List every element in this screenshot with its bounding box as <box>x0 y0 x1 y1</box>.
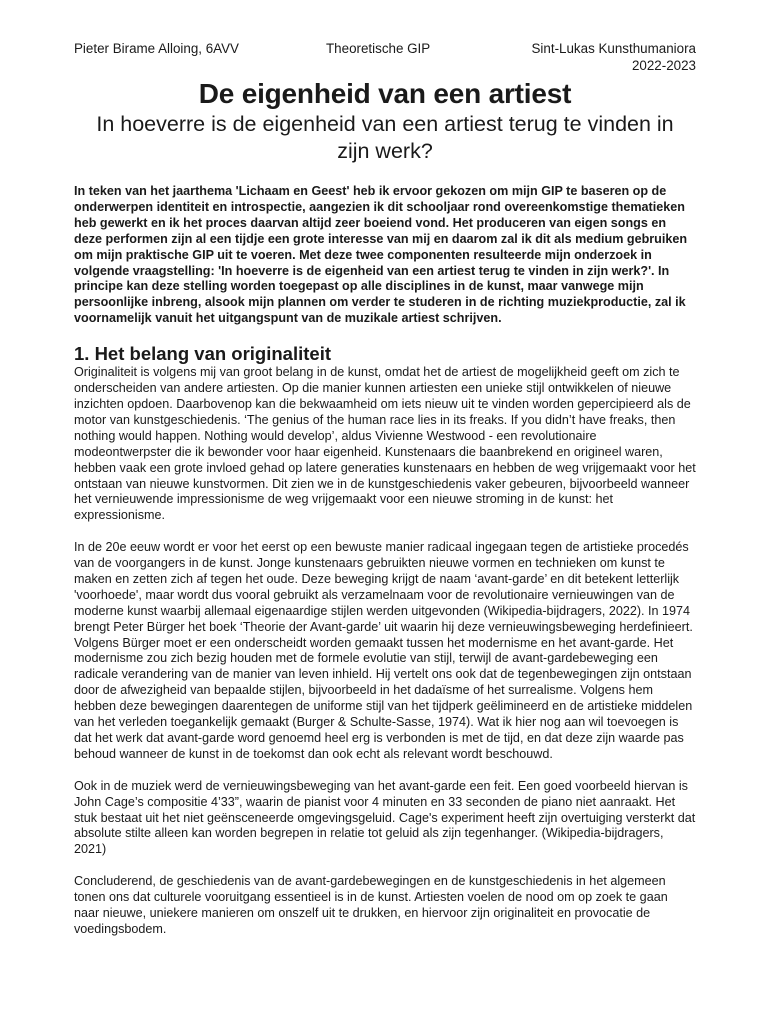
section-heading: 1. Het belang van originaliteit <box>74 343 331 365</box>
header-school: Sint-Lukas Kunsthumaniora <box>531 41 696 56</box>
paragraph-music: Ook in de muziek werd de vernieuwingsbeweging van het avant-garde een feit. Een goed voorbeeld hiervan is John Cage’s compositie 4’33”, waarin de pianist voor 4 minuten en 33 seconden de piano niet aanraakt. Het stuk bestaat uit het niet geënsceneerde omgevingsgeluid. Cage's experiment heeft zijn overtuiging versterkt dat absolute stilte alleen kan worden begrepen in relatie tot geluid als zijn tegenhanger. (Wikipedia-bijdragers, 2021) <box>74 778 696 857</box>
header-year: 2022-2023 <box>631 58 696 73</box>
page-header <box>74 40 696 76</box>
header-school-block <box>532 40 697 74</box>
document-title: De eigenheid van een artiest <box>198 78 572 109</box>
document-subtitle: In hoeverre is de eigenheid van een artiest terug te vinden in zijn werk? <box>96 112 674 163</box>
document-page <box>74 40 696 938</box>
intro-paragraph: In teken van het jaarthema 'Lichaam en Geest' heb ik ervoor gekozen om mijn GIP te baseren op de onderwerpen identiteit en introspectie, aangezien ik dit schooljaar rond overeenkomstige thematieken heb gewerkt en ik het proces daarvan altijd zeer boeiend vond. Het produceren van eigen songs en deze performen zijn al een tijdje een grote interesse van mij en daarom zal ik dit als medium gebruiken om mijn praktische GIP uit te voeren. Met deze twee componenten resulteerde mijn onderzoek in volgende vraagstelling: 'In hoeverre is de eigenheid van een artiest terug te vinden in zijn werk?'. In principe kan deze stelling worden toegepast op alle disciplines in de kunst, maar vanwege mijn persoonlijke inbreng, alsook mijn plannen om verder te studeren in de richting muziekproductie, zal ik voornamelijk vanuit het uitgangspunt van de muzikale artiest schrijven. <box>74 184 688 326</box>
paragraph-avant-garde: In de 20e eeuw wordt er voor het eerst op een bewuste manier radicaal ingegaan tegen de artistieke procedés van de voorgangers in de kunst. Jonge kunstenaars gebruikten nieuwe vormen en technieken om kunst te maken en zetten zich af tegen het oude. Deze beweging krijgt de naam ‘avant-garde’ en dit betekent letterlijk 'voorhoede', maar wordt dus vooral gebruikt als verzamelnaam voor de revolutionaire vernieuwingen van de moderne kunst waarbij allemaal eigenaardige stijlen werden uitgevonden (Wikipedia-bijdragers, 2022). In 1974 brengt Peter Bürger het boek ‘Theorie der Avant-garde’ uit waarin hij deze vernieuwingsbeweging herdefinieert. Volgens Bürger moet er een onderscheidt worden gemaakt tussen het modernisme en het avant-garde. Het modernisme zou zich bezig houden met de formele evolutie van stijl, terwijl de avant-gardebeweging een radicale verandering van de manier van leven inhield. Hij vertelt ons ook dat de tegenbewegingen zijn ontstaan door de afwezigheid van bepaalde stijlen, bijvoorbeeld in het dadaïsme of het surrealisme. Volgens hem hebben deze bewegingen daarentegen de uniforme stijl van het tijdperk geëlimineerd en de artistieke middelen van het verleden toegankelijk gemaakt (Burger & Schulte-Sasse, 1974). Wat ik hier nog aan wil toevoegen is dat het werk dat avant-garde word genoemd heel erg is verbonden is met de tijd, en dat deze zijn waarde pas behoud wanneer de kunst in de toekomst dan ook echt als relevant wordt beschouwd. <box>74 540 693 761</box>
paragraph-originality: Originaliteit is volgens mij van groot belang in de kunst, omdat het de artiest de mogelijkheid geeft om zich te onderscheiden van andere artiesten. Op die manier kunnen artiesten een unieke stijl ontwikkelen of nieuwe inzichten opdoen. Daarbovenop kan die bekwaamheid om iets nieuw uit te vinden worden gepercipieerd als de motor van kunstgeschiedenis. ‘The genius of the human race lies in its freaks. If you didn’t have freaks, then nothing would happen. Nothing would develop’, aldus Vivienne Westwood - een revolutionaire modeontwerpster die ik bewonder voor haar eigenheid. Kunstenaars die baanbrekend en origineel waren, hebben vaak een grote invloed gehad op latere generaties kunstenaars en hebben de weg vrijgemaakt voor het ontstaan van nieuwe kunstvormen. Dit zien we in de kunstgeschiedenis vaker gebeuren, bijvoorbeeld wanneer het vernieuwende impressionisme de weg vrijgemaakt voor een nieuwe stroming in de kunst: het expressionisme. <box>74 365 696 523</box>
section-body <box>74 365 696 938</box>
header-author: Pieter Birame Alloing, 6AVV <box>74 41 239 56</box>
header-course: Theoretische GIP <box>326 41 431 56</box>
paragraph-conclusion: Concluderend, de geschiedenis van de avant-gardebewegingen en de kunstgeschiedenis in het algemeen tonen ons dat culturele vooruitgang essentieel is in de kunst. Artiesten voelen de nood om op zoek te gaan naar nieuwe, uniekere manieren om onszelf uit te drukken, en hiervoor zijn originaliteit en provocatie de voedingsbodem. <box>74 874 668 936</box>
